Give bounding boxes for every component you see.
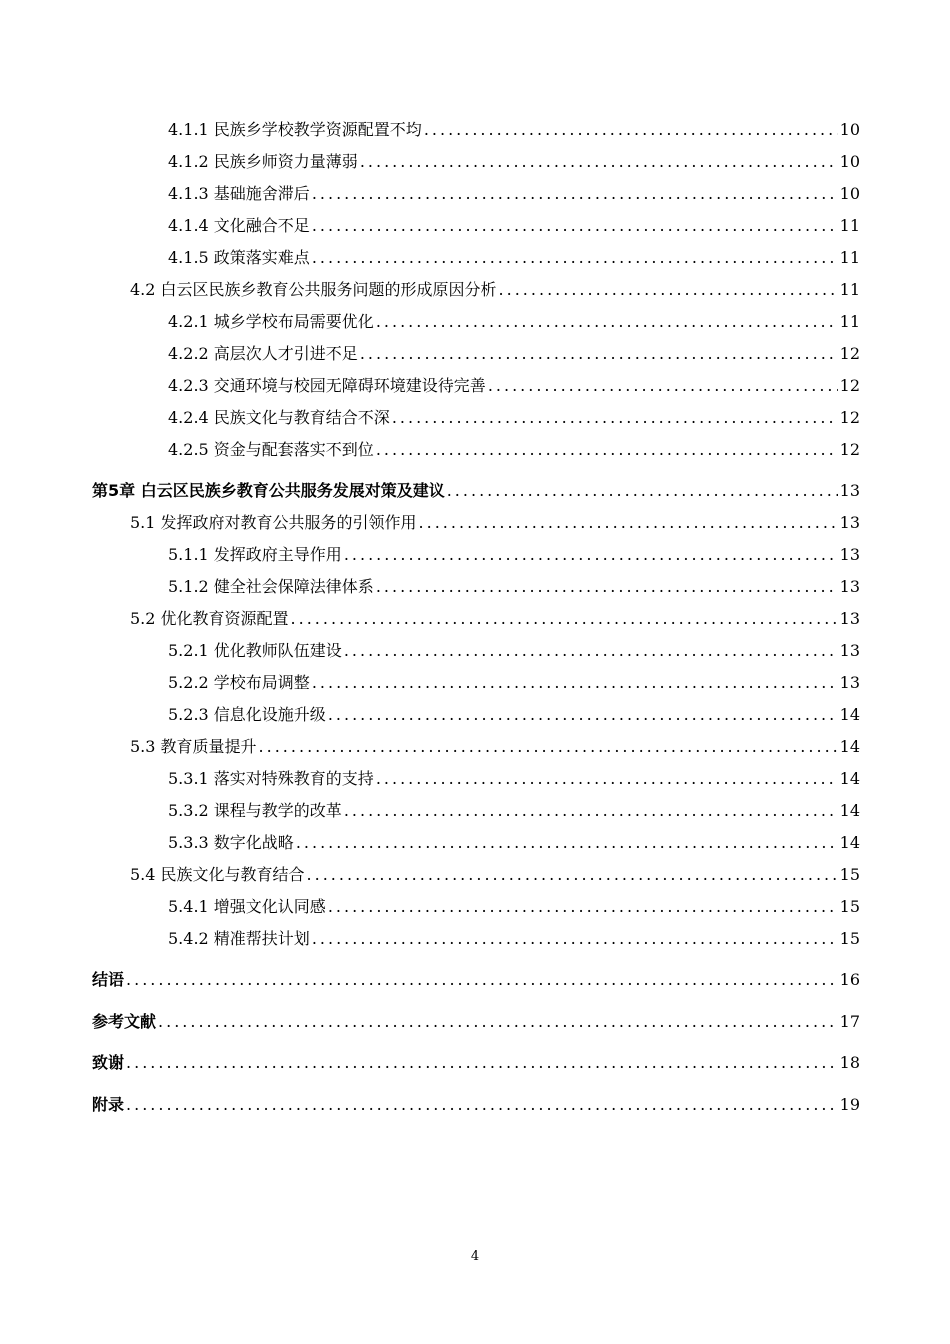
toc-entry[interactable]	[168, 768, 860, 790]
toc-leader-dots	[259, 736, 838, 758]
toc-entry-page: 18	[839, 1053, 860, 1072]
toc-leader-dots	[312, 672, 838, 694]
toc-entry-label: 5.1.2 健全社会保障法律体系	[168, 577, 374, 596]
toc-entry[interactable]	[168, 704, 860, 726]
toc-chapter-entry[interactable]	[92, 969, 860, 991]
toc-leader-dots	[296, 832, 838, 854]
toc-entry-label: 4.1.2 民族乡师资力量薄弱	[168, 152, 358, 171]
toc-leader-dots	[360, 151, 838, 173]
toc-entry[interactable]	[168, 215, 860, 237]
toc-entry-label: 4.2.3 交通环境与校园无障碍环境建设待完善	[168, 376, 486, 395]
toc-leader-dots	[291, 608, 838, 630]
toc-entry-label: 4.1.1 民族乡学校教学资源配置不均	[168, 120, 422, 139]
toc-entry-page: 14	[839, 801, 860, 820]
toc-entry[interactable]	[168, 928, 860, 950]
toc-entry-label: 结语	[92, 970, 125, 989]
toc-leader-dots	[360, 343, 838, 365]
toc-entry[interactable]	[130, 512, 860, 534]
toc-entry-label: 5.1.1 发挥政府主导作用	[168, 545, 342, 564]
toc-entry[interactable]	[130, 736, 860, 758]
toc-entry-page: 11	[839, 312, 860, 331]
toc-entry-page: 11	[839, 216, 860, 235]
toc-leader-dots	[307, 864, 838, 886]
toc-entry-label: 5.2 优化教育资源配置	[130, 609, 289, 628]
toc-entry[interactable]	[130, 608, 860, 630]
toc-entry-label: 5.2.3 信息化设施升级	[168, 705, 326, 724]
toc-entry-label: 4.1.5 政策落实难点	[168, 248, 310, 267]
toc-entry-page: 11	[839, 280, 860, 299]
toc-entry[interactable]	[168, 119, 860, 141]
toc-entry-page: 13	[839, 641, 860, 660]
toc-entry-page: 16	[839, 970, 860, 989]
toc-leader-dots	[376, 439, 838, 461]
toc-entry-label: 4.2.2 高层次人才引进不足	[168, 344, 358, 363]
toc-entry-label: 4.1.3 基础施舍滞后	[168, 184, 310, 203]
toc-entry-page: 13	[839, 577, 860, 596]
toc-entry-label: 5.4.2 精准帮扶计划	[168, 929, 310, 948]
toc-entry-label: 5.4 民族文化与教育结合	[130, 865, 305, 884]
toc-chapter-entry[interactable]	[92, 1052, 860, 1074]
toc-entry[interactable]	[168, 832, 860, 854]
toc-leader-dots	[158, 1011, 838, 1033]
toc-entry-page: 15	[839, 865, 860, 884]
toc-entry[interactable]	[130, 864, 860, 886]
toc-leader-dots	[499, 279, 838, 301]
toc-entry-page: 12	[839, 440, 860, 459]
toc-leader-dots	[447, 480, 838, 502]
toc-entry[interactable]	[168, 247, 860, 269]
toc-entry-label: 5.1 发挥政府对教育公共服务的引领作用	[130, 513, 417, 532]
toc-leader-dots	[312, 215, 838, 237]
toc-leader-dots	[328, 704, 838, 726]
toc-leader-dots	[126, 969, 838, 991]
toc-entry[interactable]	[168, 672, 860, 694]
toc-leader-dots	[312, 247, 838, 269]
toc-entry-label: 5.3.2 课程与教学的改革	[168, 801, 342, 820]
toc-entry-page: 14	[839, 737, 860, 756]
toc-entry-page: 13	[839, 481, 860, 500]
toc-entry-page: 14	[839, 705, 860, 724]
toc-leader-dots	[344, 544, 838, 566]
toc-entry[interactable]	[168, 407, 860, 429]
toc-chapter-entry[interactable]	[92, 480, 860, 502]
toc-entry-label: 5.2.1 优化教师队伍建设	[168, 641, 342, 660]
toc-entry-page: 12	[839, 344, 860, 363]
toc-entry[interactable]	[168, 800, 860, 822]
toc-entry[interactable]	[168, 311, 860, 333]
toc-leader-dots	[344, 640, 838, 662]
toc-leader-dots	[126, 1094, 838, 1116]
toc-entry-label: 5.3 教育质量提升	[130, 737, 257, 756]
toc-entry-page: 19	[839, 1095, 860, 1114]
toc-entry-label: 4.1.4 文化融合不足	[168, 216, 310, 235]
toc-entry-page: 13	[839, 609, 860, 628]
toc-entry[interactable]	[168, 343, 860, 365]
toc-leader-dots	[344, 800, 838, 822]
toc-chapter-entry[interactable]	[92, 1011, 860, 1033]
toc-entry-label: 4.2.1 城乡学校布局需要优化	[168, 312, 374, 331]
toc-entry-page: 15	[839, 929, 860, 948]
toc-entry[interactable]	[168, 439, 860, 461]
toc-entry[interactable]	[168, 375, 860, 397]
toc-entry-page: 11	[839, 248, 860, 267]
toc-leader-dots	[488, 375, 838, 397]
toc-entry[interactable]	[168, 576, 860, 598]
toc-entry[interactable]	[168, 151, 860, 173]
toc-entry[interactable]	[168, 183, 860, 205]
toc-leader-dots	[312, 183, 838, 205]
toc-entry-page: 14	[839, 769, 860, 788]
toc-leader-dots	[328, 896, 838, 918]
toc-entry-label: 4.2.5 资金与配套落实不到位	[168, 440, 374, 459]
toc-entry[interactable]	[168, 896, 860, 918]
toc-entry-label: 附录	[92, 1095, 125, 1114]
toc-entry-page: 15	[839, 897, 860, 916]
toc-leader-dots	[376, 311, 838, 333]
toc-entry-label: 第5章 白云区民族乡教育公共服务发展对策及建议	[92, 481, 445, 500]
toc-entry[interactable]	[168, 640, 860, 662]
toc-entry-page: 13	[839, 513, 860, 532]
toc-entry[interactable]	[130, 279, 860, 301]
toc-entry-page: 10	[839, 120, 860, 139]
toc-leader-dots	[424, 119, 838, 141]
toc-entry-label: 致谢	[92, 1053, 125, 1072]
toc-leader-dots	[376, 576, 838, 598]
toc-entry-page: 14	[839, 833, 860, 852]
toc-leader-dots	[392, 407, 838, 429]
toc-leader-dots	[126, 1052, 838, 1074]
toc-leader-dots	[376, 768, 838, 790]
toc-entry-page: 12	[839, 376, 860, 395]
toc-entry-label: 参考文献	[92, 1012, 157, 1031]
toc-entry-label: 5.2.2 学校布局调整	[168, 673, 310, 692]
toc-entry-page: 10	[839, 152, 860, 171]
toc-entry-page: 13	[839, 545, 860, 564]
toc-entry[interactable]	[168, 544, 860, 566]
toc-leader-dots	[312, 928, 838, 950]
toc-entry-page: 17	[839, 1012, 860, 1031]
toc-entry-page: 10	[839, 184, 860, 203]
toc-chapter-entry[interactable]	[92, 1094, 860, 1116]
toc-entry-page: 13	[839, 673, 860, 692]
page-number: 4	[470, 1249, 480, 1264]
toc-entry-label: 4.2 白云区民族乡教育公共服务问题的形成原因分析	[130, 280, 497, 299]
toc-entry-page: 12	[839, 408, 860, 427]
toc-entry-label: 5.3.3 数字化战略	[168, 833, 294, 852]
toc-leader-dots	[419, 512, 838, 534]
toc-entry-label: 5.3.1 落实对特殊教育的支持	[168, 769, 374, 788]
toc-entry-label: 4.2.4 民族文化与教育结合不深	[168, 408, 390, 427]
toc-entry-label: 5.4.1 增强文化认同感	[168, 897, 326, 916]
